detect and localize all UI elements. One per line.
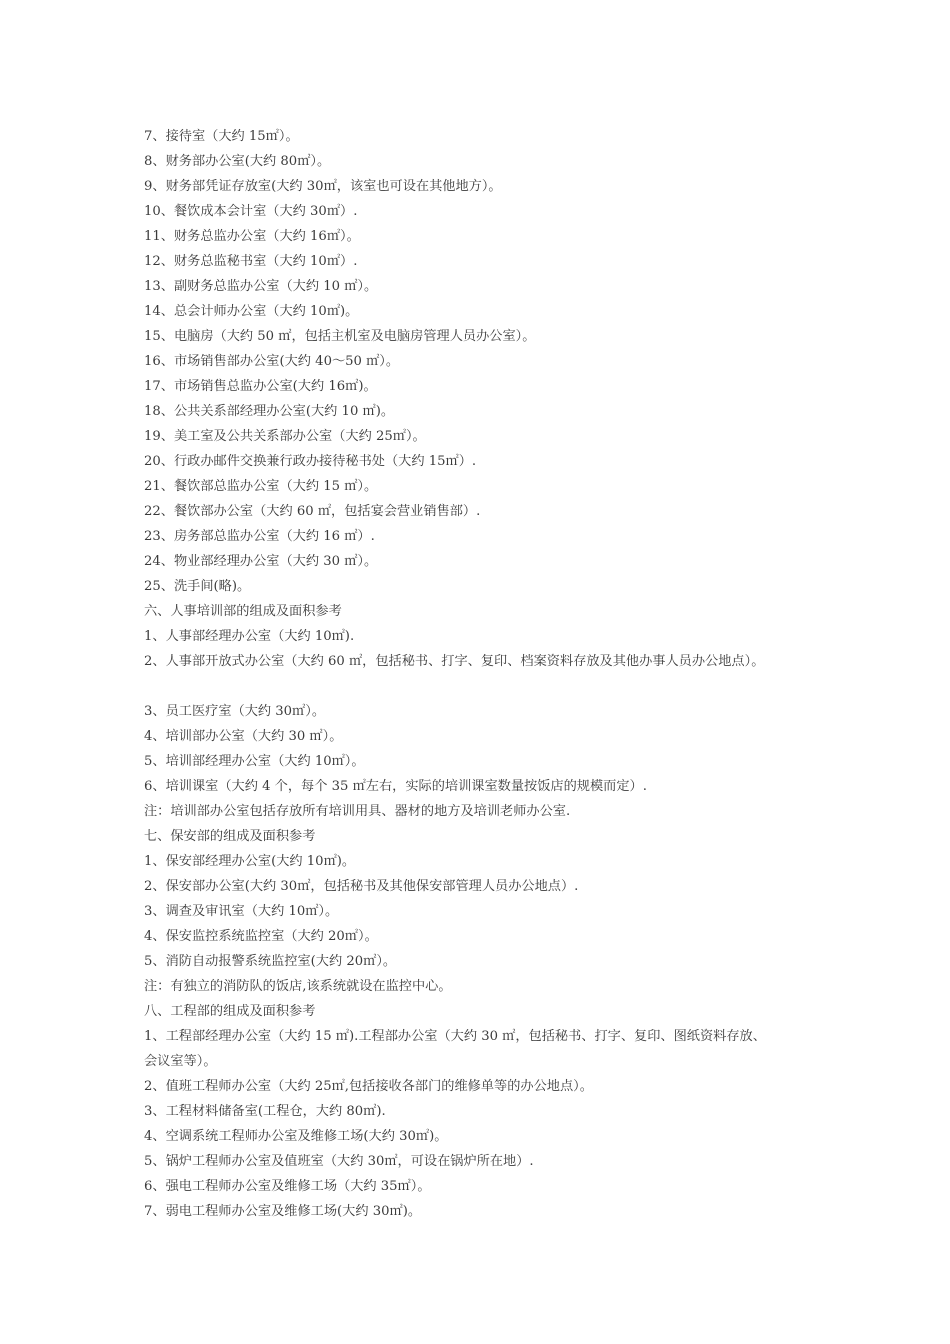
text-line-reception: 7、接待室（大约 15㎡）。 xyxy=(144,129,299,144)
text-line-finance-secretary: 12、财务总监秘书室（大约 10㎡）. xyxy=(144,254,358,269)
text-line-boiler-engineer: 5、锅炉工程师办公室及值班室（大约 30㎡，可设在锅炉所在地）. xyxy=(144,1154,534,1169)
blank-line xyxy=(144,674,834,699)
text-line-materials-store: 3、工程材料储备室(工程仓，大约 80㎡). xyxy=(144,1104,386,1119)
text-line-hr-open-office: 2、人事部开放式办公室（大约 60 ㎡，包括秘书、打字、复印、档案资料存放及其他办事人员办公地点）。 xyxy=(144,654,765,669)
text-line-admin-mail: 20、行政办邮件交换兼行政办接待秘书处（大约 15㎡）. xyxy=(144,454,477,469)
document-page xyxy=(144,124,834,1224)
text-line-finance-office: 8、财务部办公室(大约 80㎡）。 xyxy=(144,154,331,169)
text-line-medical-room: 3、员工医疗室（大约 30㎡）。 xyxy=(144,704,326,719)
note-training: 注：培训部办公室包括存放所有培训用具、器材的地方及培训老师办公室. xyxy=(144,804,571,819)
text-line-security-office: 2、保安部办公室(大约 30㎡，包括秘书及其他保安部管理人员办公地点）. xyxy=(144,879,579,894)
text-line-finance-director: 11、财务总监办公室（大约 16㎡）。 xyxy=(144,229,360,244)
note-fire-brigade: 注：有独立的消防队的饭店,该系统就设在监控中心。 xyxy=(144,979,452,994)
text-line-hvac-engineer: 4、空调系统工程师办公室及维修工场(大约 30㎡)。 xyxy=(144,1129,448,1144)
text-line-engineering-manager: 1、工程部经理办公室（大约 15 ㎡).工程部办公室（大约 30 ㎡，包括秘书、打字、复印、图纸资料存放、 xyxy=(144,1029,766,1044)
text-line-training-manager: 5、培训部经理办公室（大约 10㎡）。 xyxy=(144,754,365,769)
text-line-computer-room: 15、电脑房（大约 50 ㎡，包括主机室及电脑房管理人员办公室）。 xyxy=(144,329,536,344)
text-line-pr-manager: 18、公共关系部经理办公室(大约 10 ㎡)。 xyxy=(144,404,395,419)
text-line-investigation-room: 3、调查及审讯室（大约 10㎡）。 xyxy=(144,904,339,919)
text-line-power-engineer: 6、强电工程师办公室及维修工场（大约 35㎡）。 xyxy=(144,1179,431,1194)
text-line-voucher-room: 9、财务部凭证存放室(大约 30㎡，该室也可设在其他地方）。 xyxy=(144,179,502,194)
text-line-duty-engineer: 2、值班工程师办公室（大约 25㎡,包括接收各部门的维修单等的办公地点）。 xyxy=(144,1079,593,1094)
text-line-classrooms: 6、培训课室（大约 4 个，每个 35 ㎡左右，实际的培训课室数量按饭店的规模而定）. xyxy=(144,779,647,794)
text-line-restroom: 25、洗手间(略)。 xyxy=(144,579,251,594)
text-line-catering-cost: 10、餐饮成本会计室（大约 30㎡）. xyxy=(144,204,358,219)
text-line-engineering-continuation: 会议室等）。 xyxy=(144,1054,217,1069)
text-line-fb-director: 21、餐饮部总监办公室（大约 15 ㎡）。 xyxy=(144,479,378,494)
text-line-marketing-director: 17、市场销售总监办公室(大约 16㎡)。 xyxy=(144,379,377,394)
text-line-security-manager: 1、保安部经理办公室(大约 10㎡)。 xyxy=(144,854,356,869)
text-line-deputy-finance: 13、副财务总监办公室（大约 10 ㎡）。 xyxy=(144,279,378,294)
section-heading-engineering: 八、工程部的组成及面积参考 xyxy=(144,1004,316,1019)
text-line-hr-manager: 1、人事部经理办公室（大约 10㎡). xyxy=(144,629,355,644)
text-line-rooms-director: 23、房务部总监办公室（大约 16 ㎡）. xyxy=(144,529,375,544)
text-line-lowvoltage-engineer: 7、弱电工程师办公室及维修工场(大约 30㎡)。 xyxy=(144,1204,422,1219)
text-line-art-room: 19、美工室及公共关系部办公室（大约 25㎡）。 xyxy=(144,429,426,444)
section-heading-hr-training: 六、人事培训部的组成及面积参考 xyxy=(144,604,342,619)
text-line-fire-alarm-room: 5、消防自动报警系统监控室(大约 20㎡）。 xyxy=(144,954,397,969)
section-heading-security: 七、保安部的组成及面积参考 xyxy=(144,829,316,844)
text-line-marketing-office: 16、市场销售部办公室(大约 40～50 ㎡）。 xyxy=(144,354,400,369)
text-line-training-office: 4、培训部办公室（大约 30 ㎡）。 xyxy=(144,729,343,744)
text-line-chief-accountant: 14、总会计师办公室（大约 10㎡)。 xyxy=(144,304,359,319)
text-line-cctv-room: 4、保安监控系统监控室（大约 20㎡）。 xyxy=(144,929,378,944)
text-line-fb-office: 22、餐饮部办公室（大约 60 ㎡，包括宴会营业销售部）. xyxy=(144,504,481,519)
text-line-property-manager: 24、物业部经理办公室（大约 30 ㎡）。 xyxy=(144,554,378,569)
